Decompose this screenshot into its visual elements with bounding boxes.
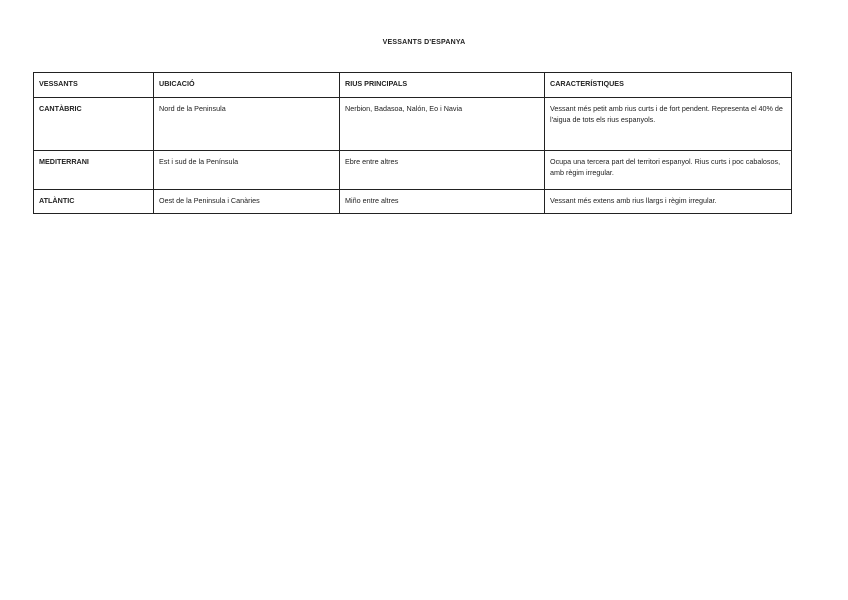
cell-rius: Nerbion, Badasoa, Nalón, Eo i Navia bbox=[340, 98, 545, 151]
document-title: VESSANTS D'ESPANYA bbox=[382, 39, 466, 46]
cell-vessant: ATLÀNTIC bbox=[34, 190, 154, 214]
cell-rius: Ebre entre altres bbox=[340, 151, 545, 190]
cell-ubicacio: Oest de la Peninsula i Canàries bbox=[154, 190, 340, 214]
table-row bbox=[34, 190, 792, 214]
cell-rius: Miño entre altres bbox=[340, 190, 545, 214]
cell-vessant: MEDITERRANI bbox=[34, 151, 154, 190]
table-row bbox=[34, 151, 792, 190]
header-rius-principals: RIUS PRINCIPALS bbox=[340, 73, 545, 98]
vessants-table bbox=[33, 72, 792, 214]
cell-ubicacio: Est i sud de la Península bbox=[154, 151, 340, 190]
cell-vessant: CANTÀBRIC bbox=[34, 98, 154, 151]
cell-caracteristiques: Vessant més extens amb rius llargs i règim irregular. bbox=[545, 190, 792, 214]
cell-caracteristiques: Vessant més petit amb rius curts i de fort pendent. Representa el 40% de l'aigua de tots els rius espanyols. bbox=[545, 98, 792, 151]
header-vessants: VESSANTS bbox=[34, 73, 154, 98]
table-header-row bbox=[34, 73, 792, 98]
cell-ubicacio: Nord de la Peninsula bbox=[154, 98, 340, 151]
table-row bbox=[34, 98, 792, 151]
header-ubicacio: UBICACIÓ bbox=[154, 73, 340, 98]
cell-caracteristiques: Ocupa una tercera part del territori espanyol. Rius curts i poc cabalosos, amb règim irregular. bbox=[545, 151, 792, 190]
header-caracteristiques: CARACTERÍSTIQUES bbox=[545, 73, 792, 98]
